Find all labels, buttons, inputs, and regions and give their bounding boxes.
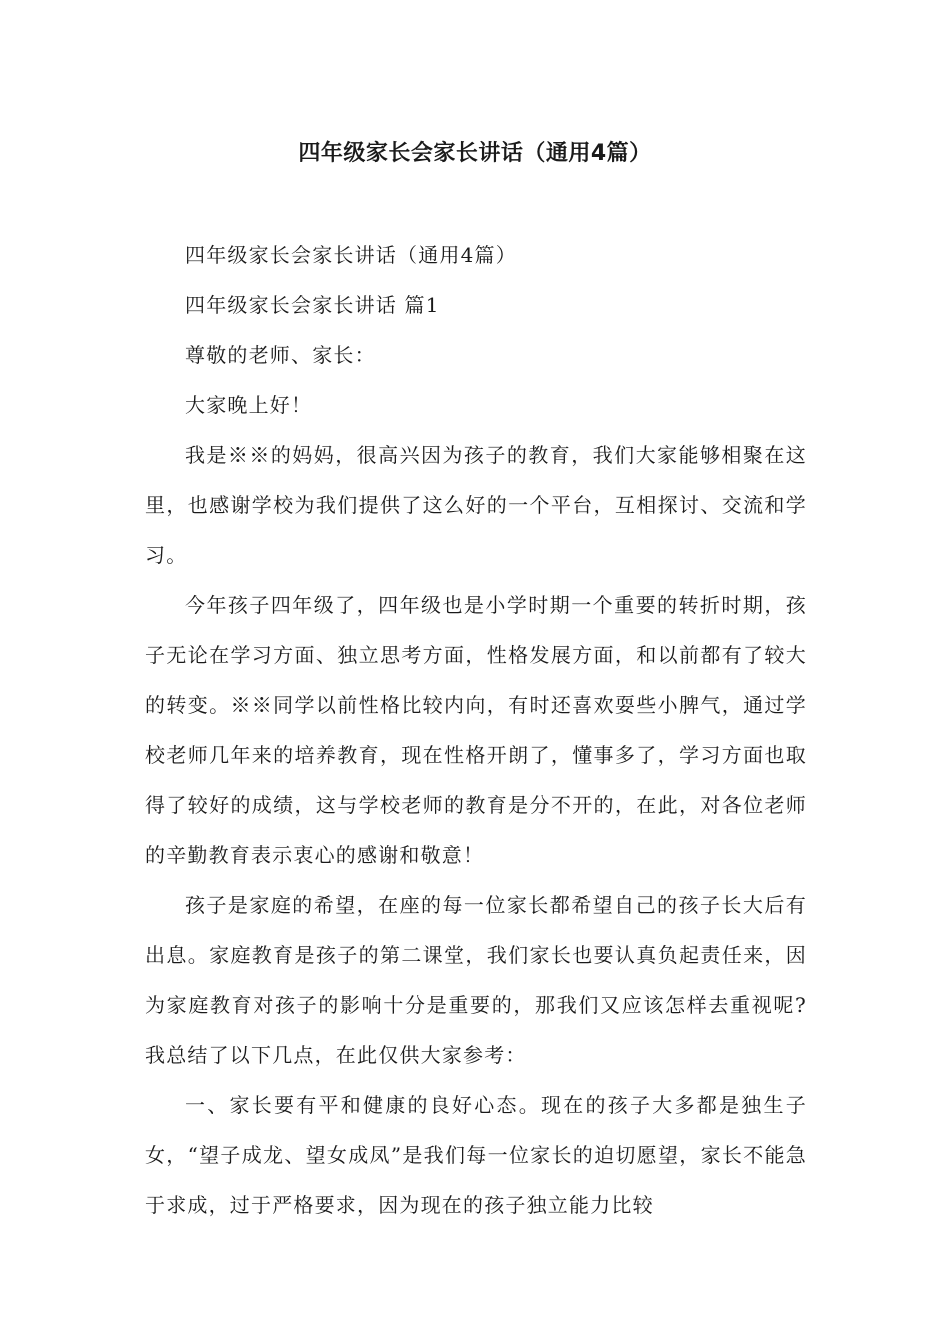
paragraph-grade-four: 今年孩子四年级了，四年级也是小学时期一个重要的转折时期，孩子无论在学习方面、独立思考方面，性格发展方面，和以前都有了较大的转变。※※同学以前性格比较内向，有时还喜欢耍些小脾气，通过学校老师几年来的培养教育，现在性格开朗了，懂事多了，学习方面也取得了较好的成绩，这与学校老师的教育是分不开的，在此，对各位老师的辛勤教育表示衷心的感谢和敬意！ [145, 593, 807, 867]
paragraph-intro: 我是※※的妈妈，很高兴因为孩子的教育，我们大家能够相聚在这里，也感谢学校为我们提供了这么好的一个平台，互相探讨、交流和学习。 [145, 443, 807, 567]
document-body [145, 230, 807, 1230]
paragraph-subtitle: 四年级家长会家长讲话（通用4篇） [185, 243, 517, 267]
paragraph-point-one: 一、家长要有平和健康的良好心态。现在的孩子大多都是独生子女，“望子成龙、望女成凤”是我们每一位家长的迫切愿望，家长不能急于求成，过于严格要求，因为现在的孩子独立能力比较 [145, 1093, 807, 1217]
document-title: 四年级家长会家长讲话（通用4篇） [298, 141, 652, 166]
paragraph-family-education: 孩子是家庭的希望，在座的每一位家长都希望自己的孩子长大后有出息。家庭教育是孩子的第二课堂，我们家长也要认真负起责任来，因为家庭教育对孩子的影响十分是重要的，那我们又应该怎样去重视呢?我总结了以下几点，在此仅供大家参考： [145, 893, 807, 1067]
paragraph-greeting: 大家晚上好！ [185, 393, 313, 417]
paragraph-salutation: 尊敬的老师、家长： [185, 343, 376, 367]
paragraph-section-heading: 四年级家长会家长讲话 篇1 [185, 293, 440, 317]
